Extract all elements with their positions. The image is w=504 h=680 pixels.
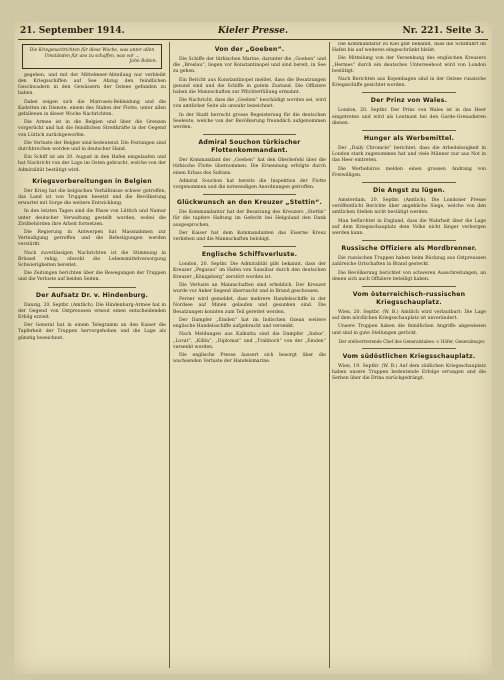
headline-schiffsverluste: Englische Schiffsverluste. <box>201 251 298 259</box>
headline-suedoestlich: Vom südöstlichen Kriegsschauplatz. <box>342 352 476 360</box>
column-1 <box>18 42 166 670</box>
column-3 <box>332 42 486 670</box>
headline-kreuzer-stettin: Glückwunsch an den Kreuzer „Stettin“. <box>176 199 323 207</box>
paragraph: Der Dampfer „Emden“ hat im Indischen Ozean weitere englische Handelsschiffe aufgebracht und versenkt. <box>173 317 326 330</box>
quote-box <box>22 44 162 69</box>
paragraph: Der Kaiser hat dem Kommandanten das Eiserne Kreuz verliehen und die Mannschaften belobigt. <box>173 230 326 243</box>
paragraph: Die Kommandantur hat der Besatzung des Kreuzers „Stettin“ für die tapfere Haltung im Gefecht bei Helgoland den Dank ausgesprochen. <box>173 210 326 228</box>
paragraph: Nach Meldungen aus Kalkutta sind die Dampfer „Indus“, „Lovat“, „Killin“, „Diplomat“ und „Trabboch“ von der „Emden“ versenkt worden. <box>173 332 326 350</box>
paragraph: Die Kommandatur zu Kiel gibt bekannt, dass die Schiffahrt im Hafen bis auf weiteres eingeschränkt bleibt. <box>332 42 486 54</box>
paragraph: Der General hat in einem Telegramm an den Kaiser die Tapferkeit der Truppen hervorgehoben und die Lage als günstig bezeichnet. <box>18 323 166 341</box>
paragraph: Danzig, 20. Septbr. (Amtlich). Die Hindenburg-Armee hat in der Gegend von Ostpreussen erneut einen entscheidenden Erfolg erzielt. <box>18 302 166 321</box>
paragraph: Die Nachricht, dass die „Goeben“ beschädigt worden sei, wird von amtlicher Seite als unwahr bezeichnet. <box>173 98 326 110</box>
header-rule <box>18 39 488 40</box>
paragraph: Man befürchtet in England, dass die Wahrheit über die Lage auf dem Kriegsschauplatz dem Volke nicht länger verborgen werden kann. <box>332 218 486 237</box>
header-issue-page: Nr. 221. Seite 3. <box>402 26 484 36</box>
paragraph: Nach zuverlässigen Nachrichten ist die Stimmung in Brüssel ruhig, obwohl die Lebensmittelversorgung Schwierigkeiten bereitet. <box>18 250 166 269</box>
divider <box>48 287 136 288</box>
paragraph: Die Schiffe der türkischen Marine, darunter die „Goeben“ und die „Breslau“, liegen vor Konstantinopel und sind bereit, in See zu gehen. <box>173 57 326 75</box>
divider <box>203 246 296 247</box>
header-paper-name: Kieler Presse. <box>217 26 289 36</box>
paragraph: Wien, 19. Septbr. (W. B.) Auf dem südlichen Kriegsschauplatz haben unsere Truppen bedeutende Erfolge errungen und die Serben über die Drina zurückgedrängt. <box>332 363 486 382</box>
paragraph: Ein Bericht aus Konstantinopel meldet, dass die Besatzungen gesund sind und die Schiffe in gutem Zustand. Die Offiziere haben die Mannschaften zur Pflichterfüllung ermahnt. <box>173 77 326 96</box>
divider <box>362 130 456 131</box>
paragraph: gegeben, und mit der Mittelmeer-Abteilung nur verbleibt den Kriegsschiffen auf See Abzug den feindlichen Geschwadern in den Gewässern der Ostsee gefunden zu haben. <box>18 72 166 97</box>
paragraph: London, 20. Septbr. Die Admiralität gibt bekannt, dass der Kreuzer „Pegasus“ im Hafen von Sansibar durch den deutschen Kreuzer „Königsberg“ zerstört worden ist. <box>173 262 326 280</box>
paragraph: Die Verluste an Mannschaften sind erheblich. Der Kreuzer wurde vor Anker liegend überrascht und in Brand geschossen. <box>173 282 326 295</box>
paragraph: Wien, 20. Septbr. (W. B.) Amtlich wird verlautbart: Die Lage auf dem nördlichen Kriegsschauplatz ist unverändert. <box>332 310 486 322</box>
paragraph: Amsterdam, 20. Septbr. (Amtlich). Die Londoner Presse veröffentlicht Berichte über angebliche Siege, welche von den amtlichen Stellen nicht bestätigt werden. <box>332 198 486 216</box>
paragraph: London, 20. Septbr. Der Prinz von Wales ist in das Heer eingetreten und wird als Leutnant bei den Garde-Grenadieren dienen. <box>332 108 486 126</box>
paragraph: Unsere Truppen haben die feindlichen Angriffe abgewiesen und sind in gute Stellungen gerückt. <box>332 324 486 336</box>
paragraph: Die Regierung in Antwerpen hat Massnahmen zur Verteidigung getroffen und die Befestigungen werden verstärkt. <box>18 230 166 248</box>
headline-goeben: Von der „Goeben“. <box>214 46 285 53</box>
paragraph: Ferner wird gemeldet, dass mehrere Handelsschiffe in der Nordsee auf Minen gelaufen und gesunken sind. Die Besatzungen konnten zum Teil gerettet werden. <box>173 297 326 315</box>
paragraph: Die Verluste der Belgier sind bedeutend. Die Festungen sind durchbrochen worden und in deutscher Hand. <box>18 140 166 153</box>
paragraph: Die russischen Truppen haben beim Rückzug aus Ostpreussen zahlreiche Ortschaften in Brand gesteckt. <box>332 256 486 268</box>
paragraph: Ein Schiff ist am 20. August in den Hafen eingelaufen und hat Nachricht von der Lage im Osten gebracht, welche von der Admiralität bestätigt wird. <box>18 155 166 173</box>
divider <box>362 286 456 287</box>
paragraph: Die Bevölkerung berichtet von schweren Ausschreitungen, an denen sich auch Offiziere beteiligt haben. <box>332 270 486 282</box>
signature-line: Der stellvertretende Chef des Generalstabes: v. Höfer, Generalmajor. <box>338 338 486 344</box>
divider <box>362 240 456 241</box>
paragraph: Die Werbebüros melden einen grossen Andrang von Freiwilligen. <box>332 166 486 178</box>
headline-hunger: Hunger als Werbemittel. <box>363 135 455 143</box>
paragraph: Der Krieg hat die belgischen Verhältnisse schwer getroffen, das Land ist von Truppen besetzt und die Bevölkerung erwartet mit Sorge die weitere Entwicklung. <box>18 188 166 207</box>
quote-text: Die Kriegsnachrichten für diese Woche, was unter allen Umständen für uns zu schaffen, was wir ... <box>29 48 155 59</box>
column-2 <box>173 42 326 670</box>
paragraph: In der Stadt herrscht grosse Begeisterung für die deutschen Seeleute, welche von der Bevölkerung freundlich aufgenommen werden. <box>173 112 326 131</box>
paragraph: Die Mitteilung von der Versenkung des englischen Kreuzers „Hermes“ durch ein deutsches Unterseeboot wird von London bestätigt. <box>332 56 486 74</box>
paragraph: Der Kommandant der „Goeben“ hat den Oberbefehl über die türkische Flotte übernommen. Die Ernennung erfolgte durch einen Erlass des Sultans. <box>173 158 326 176</box>
paragraph: Admiral Souchon hat bereits die Inspektion der Flotte vorgenommen und die notwendigen Anordnungen getroffen. <box>173 178 326 191</box>
headline-russische-offiziere: Russische Offiziere als Mordbrenner. <box>341 245 477 253</box>
headline-hindenburg: Der Aufsatz Dr. v. Hindenburg. <box>35 291 149 299</box>
paragraph: Die Armee ist in die Belgien und über die Grenzen vorgerückt und hat die feindlichen Streitkräfte in der Gegend von Lüttich zurückgeworfen. <box>18 120 166 138</box>
paragraph: Dabei zeigen sich die Matrosen-Bekleidung und die Kadetten im Dienste, einem des Stabes der Flotte, unter allen gefallenen in dieser Woche Nachrichten. <box>18 99 166 117</box>
paragraph: Nach Berichten aus Kopenhagen sind in der Ostsee russische Kriegsschiffe gesichtet worden. <box>332 77 486 89</box>
divider <box>362 348 456 349</box>
divider <box>362 182 456 183</box>
newspaper-page <box>14 22 492 674</box>
column-rule <box>169 42 170 668</box>
header-date: 21. September 1914. <box>20 26 125 36</box>
quote-signature: John Bolten. <box>129 59 157 65</box>
paragraph: Der „Daily Chronicle“ berichtet, dass die Arbeitslosigkeit in London stark zugenommen hat und viele Männer nur aus Not in das Heer eintreten. <box>332 146 486 164</box>
paragraph: Die englische Presse äussert sich besorgt über die wachsenden Verluste der Handelsmarine. <box>173 352 326 365</box>
divider <box>203 194 296 195</box>
paragraph: Die Zeitungen berichten über die Bewegungen der Truppen und die Verluste auf beiden Seiten. <box>18 271 166 283</box>
headline-admiral-souchon: Admiral Souchon türkischer Flottenkommandant. <box>198 139 301 155</box>
headline-oesterreich-russisch: Vom österreichisch-russischen Kriegsschauplatz. <box>352 291 466 307</box>
headline-prinz-von-wales: Der Prinz von Wales. <box>370 97 448 105</box>
column-rule <box>329 42 330 668</box>
divider <box>362 92 456 93</box>
paragraph: In den letzten Tagen sind die Pässe von Lüttich und Namur unter deutscher Verwaltung gestellt worden, wobei die Zivilbehörden ihre Arbeit fortsetzen. <box>18 209 166 227</box>
page-header <box>14 24 492 40</box>
headline-angst-zu-luegen: Die Angst zu lügen. <box>373 187 445 195</box>
headline-kriegsvorbereitungen: Kriegsvorbereitungen in Belgien <box>32 177 152 185</box>
divider <box>203 134 296 135</box>
